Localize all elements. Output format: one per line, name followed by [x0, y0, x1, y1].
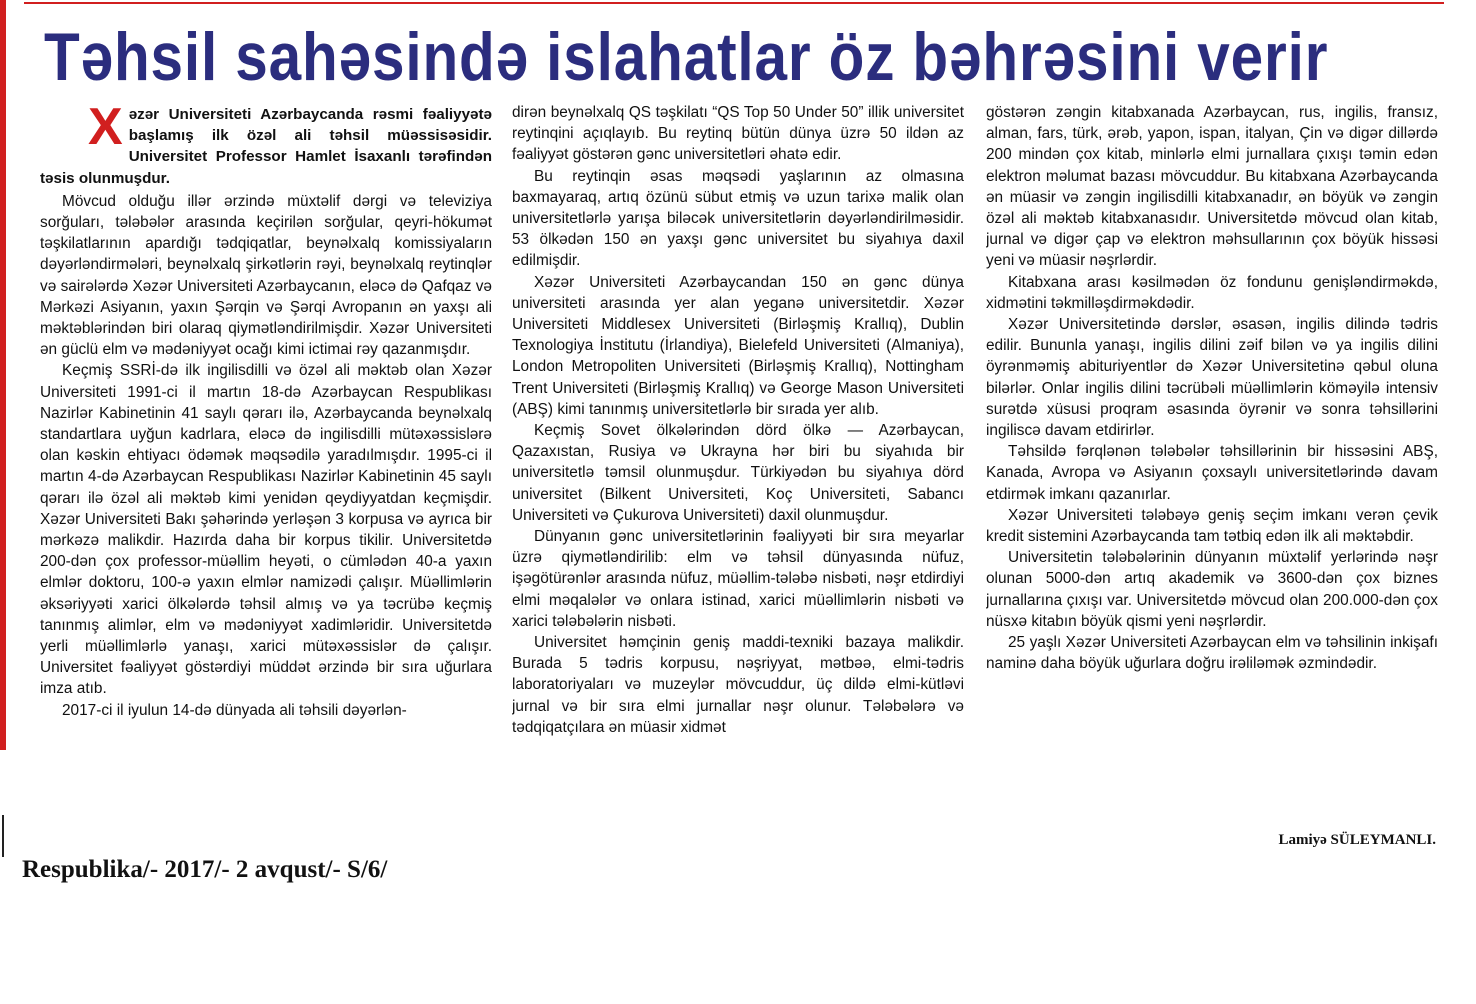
article-column-2: [512, 102, 964, 850]
paragraph: dirən beynəlxalq QS təşkilatı “QS Top 50 Under 50” illik universitet reytinqini açıqlayıb. Bu reytinq bütün dünya üzrə 50 ildən az fəaliyyət göstərən gənc universitetləri əhatə edir.: [512, 104, 964, 164]
paragraph: Mövcud olduğu illər ərzində müxtəlif dərgi və televiziya sorğuları, tələbələr arasında keçirilən sorğular, qeyri-hökumət təşkilatlarının apardığı tədqiqatlar, beynəlxalq komissiyaların dəyərləndirmələri, beynəlxalq şirkətlərin rəyi, beynəlxalq reytinqlər və sairələrdə Xəzər Universiteti Azərbaycanın, eləcə də Qafqaz və Mərkəzi Asiyanın, yaxın Şərqin və Şərqi Avropanın ən yaxşı ali məktəblərindən biri olaraq qiymətləndirilmişdir. Xəzər Universiteti ən güclü elm və mədəniyyət ocağı kimi ictimai rəy qazanmışdır.: [40, 192, 492, 359]
author-byline: Lamiyə SÜLEYMANLI.: [1278, 832, 1436, 848]
paragraph: Keçmiş SSRİ-də ilk ingilisdilli və özəl ali məktəb olan Xəzər Universiteti 1991-ci il martın 18-də Azərbaycan Respublikası Nazirlər Kabinetinin 41 saylı qərarı ilə, Azərbaycanda beynəlxalq standartlara uyğun kadrlara, eləcə də ingilisdilli mütəxəssislərə olan kəskin ehtiyacı ödəmək məqsədilə yaradılmışdır. 1995-ci il martın 4-də Azərbaycan Respublikası Nazirlər Kabinetinin 45 saylı qərarı ilə özəl ali məktəb kimi yenidən qeydiyyatdan keçmişdir. Xəzər Universiteti Bakı şəhərində yerləşən 3 korpusa və ayrıca bir mərkəzə malikdir. Hazırda daha bir korpus tikilir. Universitetdə 200-dən çox professor-müəllim heyəti, o cümlədən 40-a yaxın elmlər doktoru, 100-ə yaxın elmlər namizədi çalışır. Müəllimlərin əksəriyyəti xarici ölkələrdə təhsil almış və ya təcrübə keçmiş tanınmış alimlər, elm və mədəniyyət xadimləridir. Universitetdə yerli müəllimlərlə yanaşı, xarici mütəxəssislər də çalışır. Universitet fəaliyyət göstərdiyi müddət ərzində bir sıra uğurlara imza atıb.: [40, 362, 492, 698]
drop-cap: X: [88, 104, 123, 156]
paragraph: Keçmiş Sovet ölkələrindən dörd ölkə — Azərbaycan, Qazaxıstan, Rusiya və Ukrayna hər biri bu siyahıda bir universitetlə təmsil olunmuşdur. Türkiyədən bu siyahıya dörd universitet (Bilkent Universiteti, Koç Universiteti, Sabancı Universiteti və Çukurova Universiteti) daxil olunmuşdur.: [512, 422, 964, 524]
paragraph: Xəzər Universitetində dərslər, əsasən, ingilis dilində tədris edilir. Bununla yanaşı, ingilis dilini zəif bilən və ya ingilis dilini öyrənməmiş abituriyentlər də Xəzər Universitetinə qəbul oluna bilərlər. Onlar ingilis dilini təcrübəli müəllimlərin köməyilə intensiv surətdə xüsusi proqram əsasında öyrənir və sonra təhsillərini ingiliscə davam etdirirlər.: [986, 316, 1438, 440]
lead-text: əzər Universiteti Azərbaycanda rəsmi fəaliyyətə başlamış ilk özəl ali təhsil müəssisəsidir. Universitet Professor Hamlet İsaxanlı tərəfindən təsis olunmuşdur.: [40, 106, 492, 187]
paragraph: Xəzər Universiteti tələbəyə geniş seçim imkanı verən çevik kredit sistemini Azərbaycanda tam tətbiq edən ilk ali məktəbdir.: [986, 506, 1438, 546]
paragraph: göstərən zəngin kitabxanada Azərbaycan, rus, ingilis, fransız, alman, fars, türk, ərəb, yapon, ispan, italyan, Çin və digər dillərdə 200 mindən çox kitab, minlərlə elmi jurnallara çıxışı təmin edən elektron məlumat bazası mövcuddur. Bu kitabxana Azərbaycanda ən müasir və zəngin ingilisdilli kitabxanadır, ən böyük və zəngin özəl ali məktəb kitabxanasıdır. Universitetdə mövcud olan kitab, jurnal və digər çap və elektron məhsullarının çox böyük hissəsi yeni və müasir nəşrlərdir.: [986, 104, 1438, 270]
paragraph: Bu reytinqin əsas məqsədi yaşlarının az olmasına baxmayaraq, artıq özünü sübut etmiş və uzun tarixə malik olan universitetlərlə yarışa biləcək universitetlərin dəyərləndirilməsidir. 53 ölkədən 150 ən yaxşı gənc universitet bu siyahıya daxil edilmişdir.: [512, 167, 964, 270]
top-red-rule: [24, 2, 1444, 4]
article-lead: [40, 104, 492, 189]
article-headline: Təhsil sahəsində islahatlar öz bəhrəsini verir: [44, 19, 1329, 95]
paragraph: Kitabxana arası kəsilmədən öz fondunu genişləndirməkdə, xidmətini təkmilləşdirməkdədir.: [986, 273, 1438, 312]
paragraph: Xəzər Universiteti Azərbaycandan 150 ən gənc dünya universiteti arasında yer alan yeganə universitetdir. Xəzər Universiteti Middlesex Universiteti (Birləşmiş Krallıq), Dublin Texnologiya İnstitutu (İrlandiya), Bielefeld Universiteti (Almaniya), London Metropoliten Universiteti (Birləşmiş Krallıq), Nottingham Trent Universiteti (Birləşmiş Krallıq) və George Mason Universiteti (ABŞ) kimi tanınmış universitetlərlə bir sırada yer alıb.: [512, 273, 964, 418]
paragraph: 2017-ci il iyulun 14-də dünyada ali təhsili dəyərlən-: [62, 701, 407, 719]
paragraph: Təhsildə fərqlənən tələbələr təhsillərinin bir hissəsini ABŞ, Kanada, Avropa və Asiyanın çoxsaylı universitetlərində davam etdirmək imkanı qazanırlar.: [986, 443, 1438, 503]
article-column-1: [40, 104, 492, 852]
paragraph: Dünyanın gənc universitetlərinin fəaliyyəti bir sıra meyarlar üzrə qiymətləndirilib: elm və təhsil dünyasında nüfuz, işəgötürənlər arasında nüfuz, müəllim-tələbə nisbəti, nəşr etdirdiyi elmi məqalələr və onlara istinad, xarici müəllimlərin nisbəti və xarici tələbələrin nisbəti.: [512, 528, 964, 630]
paragraph: Universitet həmçinin geniş maddi-texniki bazaya malikdir. Burada 5 tədris korpusu, nəşriyyat, mətbəə, elmi-tədris laboratoriyaları və muzeylər mövcuddur, üç dildə elmi-kütləvi jurnal və bir sıra elmi jurnallar nəşr olunur. Tələbələrə və tədqiqatçılara ən müasir xidmət: [512, 634, 964, 736]
article-column-3: [986, 102, 1438, 850]
source-citation: Respublika/- 2017/- 2 avqust/- S/6/: [22, 856, 388, 883]
paragraph: 25 yaşlı Xəzər Universiteti Azərbaycan elm və təhsilinin inkişafı naminə daha böyük uğurlara doğru irəliləmək əzmindədir.: [986, 634, 1438, 673]
paragraph: Universitetin tələbələrinin dünyanın müxtəlif yerlərində nəşr olunan 5000-dən artıq akademik və 3600-dən çox biznes jurnallarına çıxışı var. Universitetdə mövcud olan 200.000-dən çox nüsxə kitabın böyük qismi yeni nəşrlərdir.: [986, 549, 1438, 630]
left-red-rule: [0, 0, 6, 750]
margin-mark: [2, 815, 4, 857]
